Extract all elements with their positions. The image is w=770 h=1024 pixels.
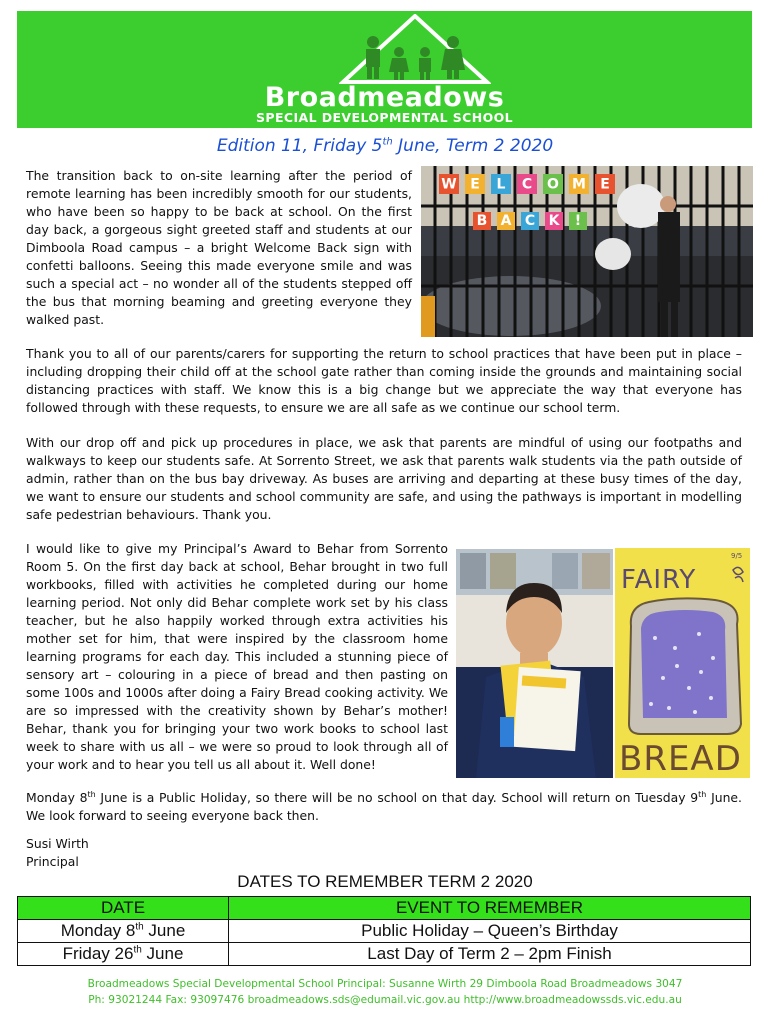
date-column-header: DATE	[18, 897, 229, 920]
svg-text:BREAD: BREAD	[619, 739, 742, 778]
dates-table-header	[18, 897, 751, 920]
dates-table	[17, 896, 751, 966]
paragraph-principal-award: I would like to give my Principal’s Award to Behar from Sorrento Room 5. On the first day back at school, Behar brought in two full workbooks, filled with activities he completed during our home learning period. Not only did Behar complete work set by his class teacher, but he also happily worked through extra activities his mother set for him, that were inspired by the classroom home learning programs for each day. This included a stunning piece of sensory art – colouring in a piece of bread and then pasting on some 100s and 1000s after doing a Fairy Bread cooking activity. We are so impressed with the creativity shown by Behar’s mother! Behar, thank you for bringing your two work books to school last week to share with us all – we were so proud to look through all of your work and to hear you tell us all about it. Well done!	[26, 541, 448, 772]
table-row	[18, 920, 751, 943]
paragraph-transition: The transition back to on-site learning after the period of remote learning has been incredibly smooth for our students, who have been so happy to be back at school. On the first day back, a gorgeous sight greeted staff and students at our Dimboola Road campus – a bright Welcome Back sign with confetti balloons. Seeing this made everyone smile and was such a special act – no wonder all of the students stepped off the bus that morning beaming and greeting everyone they walked past.	[26, 168, 412, 327]
school-subtitle: SPECIAL DEVELOPMENTAL SCHOOL	[256, 110, 513, 125]
date-cell: Monday 8th June	[18, 920, 229, 943]
signature-name: Susi Wirth	[26, 836, 89, 851]
svg-text:FAIRY: FAIRY	[621, 565, 697, 595]
bunting-letter: M	[572, 176, 586, 193]
bunting-letter: B	[476, 212, 488, 229]
event-cell: Public Holiday – Queen’s Birthday	[229, 920, 751, 943]
event-column-header: EVENT TO REMEMBER	[229, 897, 751, 920]
dates-table-title: DATES TO REMEMBER TERM 2 2020	[237, 872, 533, 891]
school-header-banner	[17, 11, 752, 128]
paragraph-public-holiday: Monday 8th June is a Public Holiday, so there will be no school on that day. School will return on Tuesday 9th June. We look forward to seeing everyone back then.	[26, 790, 742, 824]
bunting-letter: K	[548, 212, 560, 229]
paragraph-thank-you: Thank you to all of our parents/carers for supporting the return to school practices that have been put in place – including dropping their child off at the school gate rather than coming inside the grounds and maintaining social distancing practices with staff. We know this is a big change but we appreciate the way that everyone has followed through with these requests, to ensure we are all safe as we continue our school term.	[26, 346, 742, 415]
paragraph-drop-off: With our drop off and pick up procedures in place, we ask that parents are mindful of using our footpaths and walkways to keep our students safe. At Sorrento Street, we ask that parents walk students via the path outside of admin, rather than on the bus bay driveway. As buses are arriving and departing at these busy times of the day, we want to ensure our students and school community are safe, and using the pathways is important in modelling safe pedestrian behaviours. Thank you.	[26, 435, 742, 522]
table-row	[18, 943, 751, 966]
bunting-letter: E	[600, 176, 610, 193]
bunting-letter: E	[470, 176, 480, 193]
event-cell: Last Day of Term 2 – 2pm Finish	[229, 943, 751, 966]
fairy-bread-artwork	[615, 548, 750, 778]
svg-text:9/5: 9/5	[731, 552, 743, 560]
edition-heading: Edition 11, Friday 5th June, Term 2 2020	[216, 136, 554, 156]
date-cell: Friday 26th June	[18, 943, 229, 966]
bunting-letter: C	[524, 212, 536, 229]
footer-contact: Ph: 93021244 Fax: 93097476 broadmeadows.sds@edumail.vic.gov.au http://www.broadmeadowssds.vic.edu.au	[88, 994, 682, 1006]
welcome-back-photo	[421, 166, 753, 337]
school-logo-icon	[339, 14, 491, 84]
bunting-letter: O	[547, 176, 559, 193]
school-name: Broadmeadows	[264, 82, 505, 113]
footer-address: Broadmeadows Special Developmental School Principal: Susanne Wirth 29 Dimboola Road Broadmeadows 3047	[87, 978, 683, 990]
student-award-photo	[456, 549, 613, 778]
signature-title: Principal	[26, 854, 79, 869]
bunting-letter: W	[441, 176, 457, 193]
bunting-letter: A	[500, 212, 512, 229]
bunting-letter: C	[521, 176, 533, 193]
bunting-letter: !	[574, 212, 582, 229]
bunting-letter: L	[496, 176, 506, 193]
